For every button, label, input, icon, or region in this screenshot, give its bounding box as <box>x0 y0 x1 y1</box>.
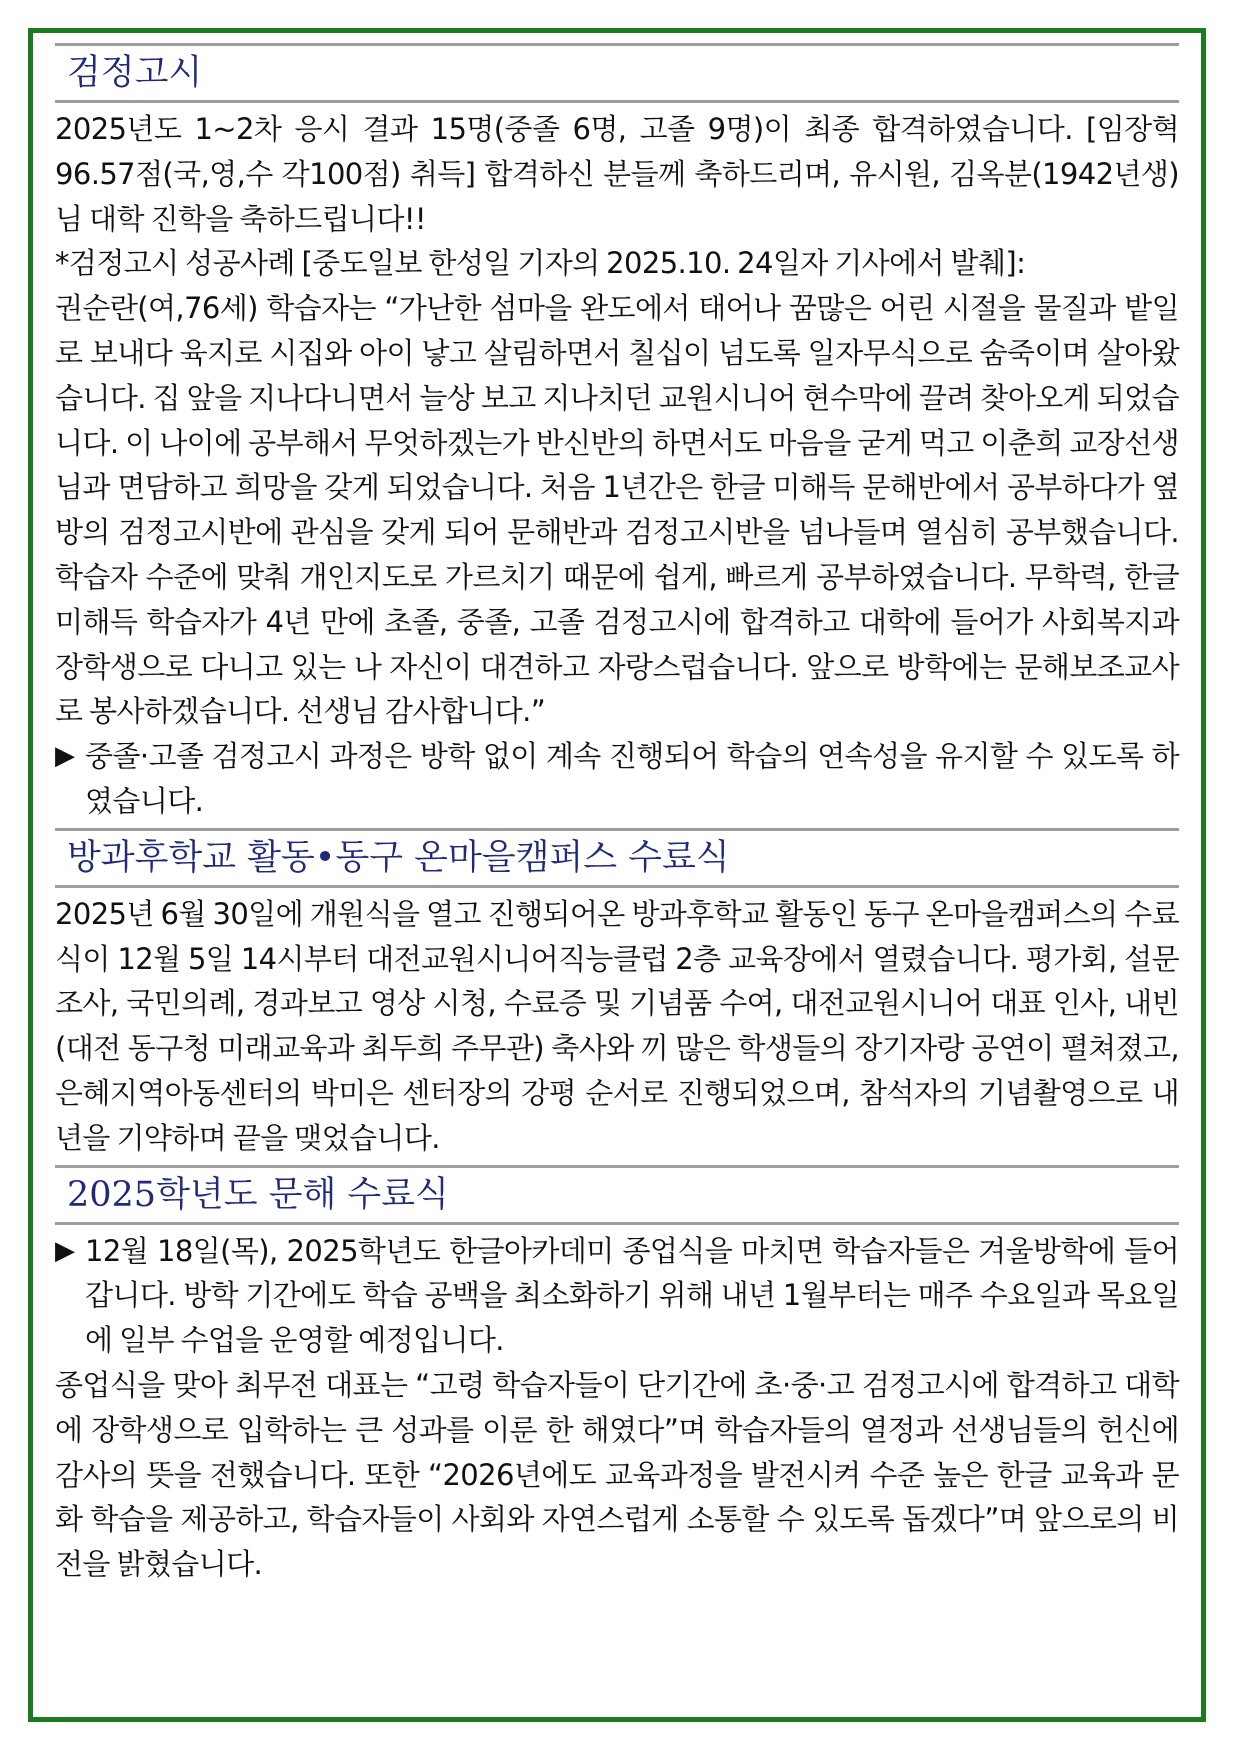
literacy-graduation-body <box>55 1229 1179 1587</box>
bullet-arrow-icon: ▶ <box>55 741 75 772</box>
success-case-quote: 권순란(여,76세) 학습자는 “가난한 섬마을 완도에서 태어나 꿈많은 어린 시절을 물질과 밭일로 보내다 육지로 시집와 아이 낳고 살림하면서 칠십이 넘도록 일자무식으로 숨죽이며 살아왔습니다. 집 앞을 지나다니면서 늘상 보고 지나치던 교원시니어 현수막에 끌려 찾아오게 되었습니다. 이 나이에 공부해서 무엇하겠는가 반신반의 하면서도 마음을 굳게 먹고 이춘희 교장선생님과 면담하고 희망을 갖게 되었습니다. 처음 1년간은 한글 미해득 문해반에서 공부하다가 옆방의 검정고시반에 관심을 갖게 되어 문해반과 검정고시반을 넘나들며 열심히 공부했습니다. 학습자 수준에 맞춰 개인지도로 가르치기 때문에 쉽게, 빠르게 공부하였습니다. 무학력, 한글 미해득 학습자가 4년 만에 초졸, 중졸, 고졸 검정고시에 합격하고 대학에 들어가 사회복지과 장학생으로 다니고 있는 나 자신이 대견하고 자랑스럽습니다. 앞으로 방학에는 문해보조교사로 봉사하겠습니다. 선생님 감사합니다.” <box>55 291 1179 729</box>
gedtest-results-paragraph: 2025년도 1~2차 응시 결과 15명(중졸 6명, 고졸 9명)이 최종 합격하였습니다. [임장혁96.57점(국,영,수 각100점) 취득] 합격하신 분들께 축하드리며, 유시원, 김옥분(1942년생)님 대학 진학을 축하드립니다!! <box>55 112 1179 236</box>
section-divider <box>55 1222 1179 1225</box>
section-title-literacy-graduation: 2025학년도 문해 수료식 <box>67 1174 449 1215</box>
newsletter-content <box>55 43 1179 1707</box>
literacy-bullet-item <box>55 1229 1179 1363</box>
afterschool-body <box>55 892 1179 1161</box>
section-title-gedtest: 검정고시 <box>67 53 203 93</box>
page-border <box>28 28 1206 1722</box>
literacy-graduation-paragraph: 종업식을 맞아 최무전 대표는 “고령 학습자들이 단기간에 초·중·고 검정고시에 합격하고 대학에 장학생으로 입학하는 큰 성과를 이룬 한 해였다”며 학습자들의 열정과 선생님들의 헌신에 감사의 뜻을 전했습니다. 또한 “2026년에도 교육과정을 발전시켜 수준 높은 한글 교육과 문화 학습을 제공하고, 학습자들이 사회와 자연스럽게 소통할 수 있도록 돕겠다”며 앞으로의 비전을 밝혔습니다. <box>55 1367 1179 1582</box>
section-divider <box>55 885 1179 888</box>
bullet-arrow-icon: ▶ <box>55 1235 75 1266</box>
success-case-title: *검정고시 성공사례 [중도일보 한성일 기자의 2025.10. 24일자 기사에서 발췌]: <box>55 246 1026 281</box>
bullet-text: 중졸·고졸 검정고시 과정은 방학 없이 계속 진행되어 학습의 연속성을 유지할 수 있도록 하였습니다. <box>85 739 1179 818</box>
section-divider <box>55 100 1179 103</box>
gedtest-body <box>55 107 1179 824</box>
bullet-text: 12월 18일(목), 2025학년도 한글아카데미 종업식을 마치면 학습자들은 겨울방학에 들어갑니다. 방학 기간에도 학습 공백을 최소화하기 위해 내년 1월부터는 매주 수요일과 목요일에 일부 수업을 운영할 예정입니다. <box>85 1233 1179 1358</box>
gedtest-bullet-item <box>55 734 1179 824</box>
afterschool-paragraph: 2025년 6월 30일에 개원식을 열고 진행되어온 방과후학교 활동인 동구 온마을캠퍼스의 수료식이 12월 5일 14시부터 대전교원시니어직능클럽 2층 교육장에서 열렸습니다. 평가회, 설문조사, 국민의례, 경과보고 영상 시청, 수료증 및 기념품 수여, 대전교원시니어 대표 인사, 내빈(대전 동구청 미래교육과 최두희 주무관) 축사와 끼 많은 학생들의 장기자랑 공연이 펼쳐졌고, 은혜지역아동센터의 박미은 센터장의 강평 순서로 진행되었으며, 참석자의 기념촬영으로 내년을 기약하며 끝을 맺었습니다. <box>55 896 1179 1155</box>
section-title-afterschool: 방과후학교 활동•동구 온마을캠퍼스 수료식 <box>67 837 730 878</box>
